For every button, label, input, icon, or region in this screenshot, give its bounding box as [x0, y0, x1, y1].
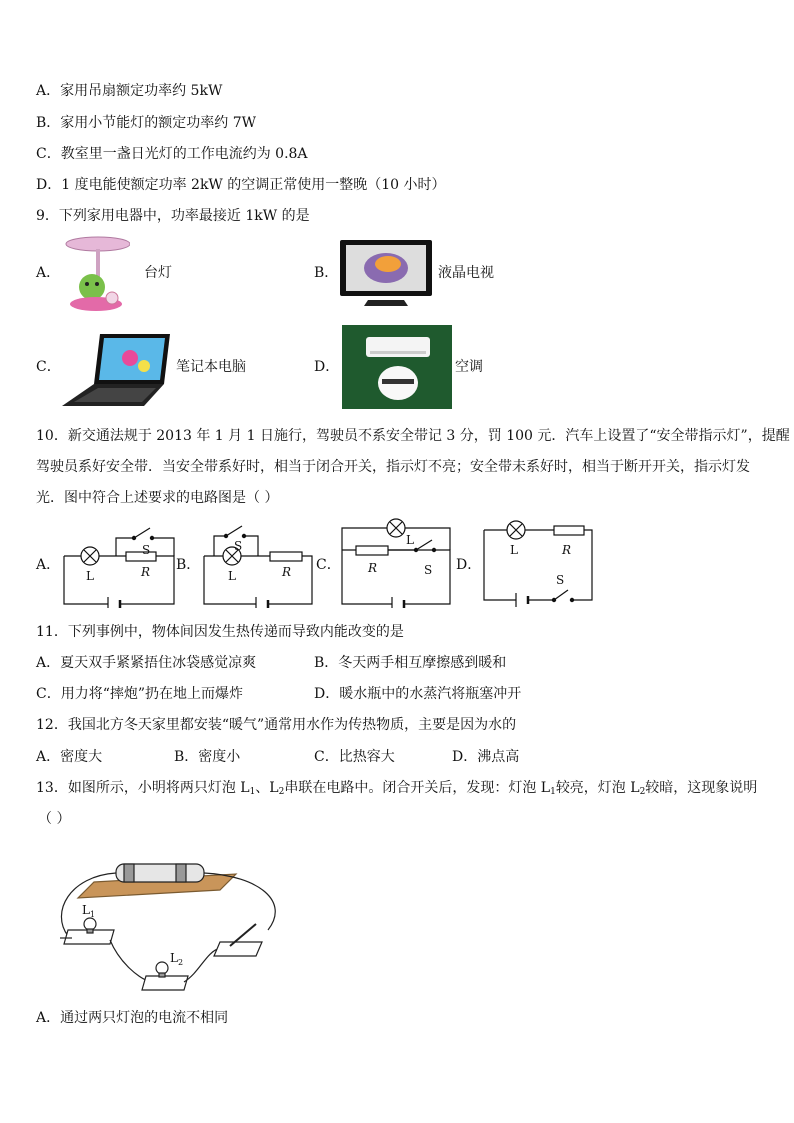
bulb-label-l1: $L_1$	[82, 903, 96, 919]
circuit-diagram-b	[200, 516, 316, 608]
q13-answer-paren: （ ）	[38, 811, 71, 827]
circuit-b-label-s: S	[234, 539, 243, 553]
circuit-c-label-r: R	[368, 561, 378, 575]
circuit-diagram-a	[62, 516, 178, 608]
bulb-circuit-figure	[50, 852, 290, 998]
q8-option-c: C．教室里一盏日光灯的工作电流约为 0.8A	[36, 146, 308, 162]
lcd-tv-image	[338, 238, 434, 308]
circuit-c-label-l: L	[406, 533, 414, 547]
circuit-b-label-r: R	[282, 565, 292, 579]
circuit-b-label-l: L	[228, 569, 236, 583]
q8-option-a: A．家用吊扇额定功率约 5kW	[36, 83, 223, 99]
air-conditioner-image	[342, 325, 452, 409]
q9-option-a-name: 台灯	[144, 265, 172, 281]
circuit-a-letter: A．	[36, 557, 61, 573]
q11-option-a: A．夏天双手紧紧捂住冰袋感觉凉爽	[36, 655, 257, 671]
circuit-a-label-l: L	[86, 569, 94, 583]
q9-option-b-name: 液晶电视	[438, 265, 494, 281]
circuit-d-label-r: R	[562, 543, 572, 557]
q13-stem: 13．如图所示，小明将两只灯泡 $L_1$、$L_2$串联在电路中。闭合开关后，发现：灯泡 $L_1$较亮，灯泡 $L_2$较暗，这现象说明	[36, 780, 758, 797]
q12-option-a: A．密度大	[36, 749, 103, 765]
q11-stem: 11．下列事例中，物体间因发生热传递而导致内能改变的是	[36, 624, 404, 640]
q9-option-b-letter: B．	[314, 265, 339, 281]
circuit-diagram-d	[482, 516, 596, 608]
q8-option-b: B．家用小节能灯的额定功率约 7W	[36, 115, 257, 131]
q11-option-b: B．冬天两手相互摩擦感到暖和	[314, 655, 507, 671]
circuit-d-letter: D．	[456, 557, 482, 573]
q11-option-d: D．暖水瓶中的水蒸汽将瓶塞冲开	[314, 686, 522, 702]
q13-option-a: A．通过两只灯泡的电流不相同	[36, 1010, 229, 1026]
circuit-a-label-s: S	[142, 543, 151, 557]
q9-option-d-name: 空调	[455, 359, 483, 375]
circuit-a-label-r: R	[141, 565, 151, 579]
q10-stem-line-3: 光．图中符合上述要求的电路图是（ ）	[36, 490, 279, 506]
q9-stem: 9．下列家用电器中，功率最接近 1kW 的是	[36, 208, 310, 224]
circuit-d-label-s: S	[556, 573, 565, 587]
desk-lamp-image	[60, 232, 130, 314]
q9-option-a-letter: A．	[36, 265, 61, 281]
circuit-c-letter: C．	[316, 557, 341, 573]
q12-option-d: D．沸点高	[452, 749, 520, 765]
q11-option-c: C．用力将“摔炮”扔在地上而爆炸	[36, 686, 244, 702]
q10-stem-line-2: 驾驶员系好安全带．当安全带系好时，相当于闭合开关，指示灯不亮；安全带未系好时，相当于断开开关，指示灯发	[36, 459, 750, 475]
laptop-image	[60, 332, 172, 408]
circuit-c-label-s: S	[424, 563, 433, 577]
q12-option-b: B．密度小	[174, 749, 241, 765]
q12-stem: 12．我国北方冬天家里都安装“暖气”通常用水作为传热物质，主要是因为水的	[36, 717, 517, 733]
circuit-diagram-c	[340, 516, 452, 608]
circuit-b-letter: B．	[176, 557, 201, 573]
q12-option-c: C．比热容大	[314, 749, 395, 765]
q8-option-d: D．1 度电能使额定功率 2kW 的空调正常使用一整晚（10 小时）	[36, 177, 446, 193]
bulb-label-l2: $L_2$	[170, 951, 184, 967]
q9-option-c-letter: C．	[36, 359, 61, 375]
q9-option-c-name: 笔记本电脑	[176, 359, 246, 375]
q9-option-d-letter: D．	[314, 359, 340, 375]
circuit-d-label-l: L	[510, 543, 518, 557]
q10-stem-line-1: 10．新交通法规于 2013 年 1 月 1 日施行，驾驶员不系安全带记 3 分，罚 100 元．汽车上设置了“安全带指示灯”，提醒	[36, 428, 790, 444]
